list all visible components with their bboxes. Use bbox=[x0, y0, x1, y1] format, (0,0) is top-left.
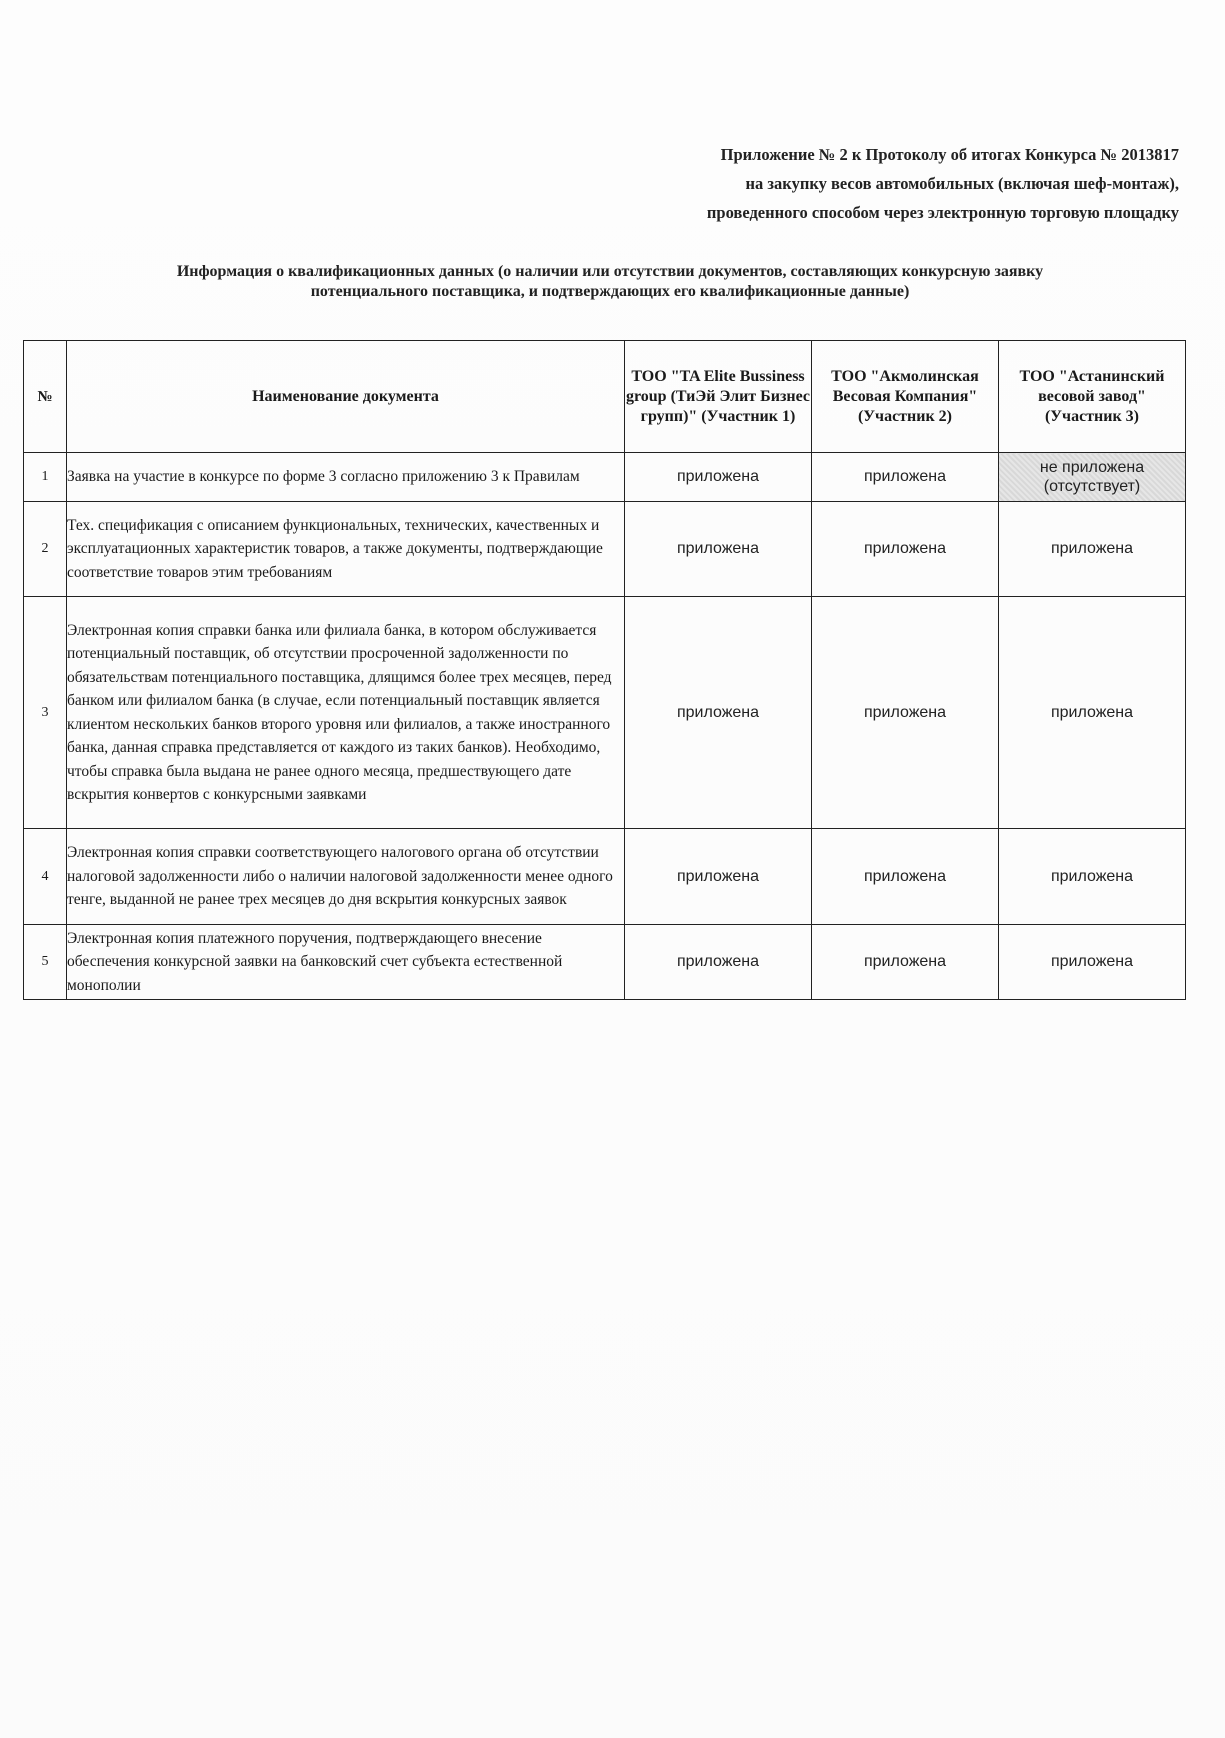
table-row bbox=[24, 829, 1186, 925]
row-document: Электронная копия справки соответствующего налогового органа об отсутствии налоговой задолженности либо о наличии налоговой задолженности менее одного тенге, выданной не ранее трех месяцев до дня вскрытия конкурсных заявок bbox=[67, 829, 625, 925]
status-participant-2: приложена bbox=[812, 453, 999, 502]
info-title bbox=[60, 262, 1160, 302]
status-participant-1: приложена bbox=[625, 829, 812, 925]
appendix-title: Приложение № 2 к Протоколу об итогах Конкурса № 2013817 bbox=[720, 145, 1179, 164]
table-row bbox=[24, 925, 1186, 1000]
status-participant-1: приложена bbox=[625, 502, 812, 597]
info-title-line-1: Информация о квалификационных данных (о наличии или отсутствии документов, составляющих конкурсную заявку bbox=[176, 263, 1044, 280]
row-num: 5 bbox=[24, 925, 67, 1000]
row-document: Электронная копия справки банка или филиала банка, в котором обслуживается потенциальный поставщик, об отсутствии просроченной задолженности по обязательствам потенциального поставщика, длящимся более трех месяцев, перед банком или филиалом банка (в случае, если потенциальный поставщик является клиентом нескольких банков второго уровня или филиалов, а также иностранного банка, данная справка представляется от каждого из таких банков). Необходимо, чтобы справка была выдана не ранее одного месяца, предшествующего дате вскрытия конвертов с конкурсными заявками bbox=[67, 597, 625, 829]
table-row bbox=[24, 453, 1186, 502]
header-num: № bbox=[24, 341, 67, 453]
appendix-method: проведенного способом через электронную торговую площадку bbox=[706, 203, 1179, 222]
status-participant-2: приложена bbox=[812, 925, 999, 1000]
header-participant-1: ТОО "TA Elite Bussiness group (ТиЭй Элит Бизнес групп)" (Участник 1) bbox=[625, 341, 812, 453]
row-num: 4 bbox=[24, 829, 67, 925]
row-num: 2 bbox=[24, 502, 67, 597]
appendix-header bbox=[707, 140, 1179, 227]
row-num: 3 bbox=[24, 597, 67, 829]
row-document: Заявка на участие в конкурсе по форме 3 согласно приложению 3 к Правилам bbox=[67, 453, 625, 502]
status-participant-1: приложена bbox=[625, 925, 812, 1000]
header-document: Наименование документа bbox=[67, 341, 625, 453]
table-row bbox=[24, 597, 1186, 829]
status-participant-2: приложена bbox=[812, 597, 999, 829]
table-row bbox=[24, 502, 1186, 597]
status-participant-1: приложена bbox=[625, 453, 812, 502]
status-participant-3: приложена bbox=[999, 925, 1186, 1000]
row-document: Тех. спецификация с описанием функциональных, технических, качественных и эксплуатационных характеристик товаров, а также документы, подтверждающие соответствие товаров этим требованиям bbox=[67, 502, 625, 597]
status-participant-3: приложена bbox=[999, 597, 1186, 829]
table-header-row bbox=[24, 341, 1186, 453]
header-participant-2: ТОО "Акмолинская Весовая Компания" (Участник 2) bbox=[812, 341, 999, 453]
qualification-table bbox=[23, 340, 1186, 1000]
status-participant-3: не приложена (отсутствует) bbox=[999, 453, 1186, 502]
status-participant-3: приложена bbox=[999, 829, 1186, 925]
status-participant-2: приложена bbox=[812, 829, 999, 925]
status-participant-3: приложена bbox=[999, 502, 1186, 597]
appendix-subject: на закупку весов автомобильных (включая шеф-монтаж), bbox=[745, 174, 1179, 193]
info-title-line-2: потенциального поставщика, и подтверждающих его квалификационные данные) bbox=[310, 283, 910, 300]
row-document: Электронная копия платежного поручения, подтверждающего внесение обеспечения конкурсной заявки на банковский счет субъекта естественной монополии bbox=[67, 925, 625, 1000]
status-participant-2: приложена bbox=[812, 502, 999, 597]
row-num: 1 bbox=[24, 453, 67, 502]
status-participant-1: приложена bbox=[625, 597, 812, 829]
header-participant-3: ТОО "Астанинский весовой завод" (Участник 3) bbox=[999, 341, 1186, 453]
